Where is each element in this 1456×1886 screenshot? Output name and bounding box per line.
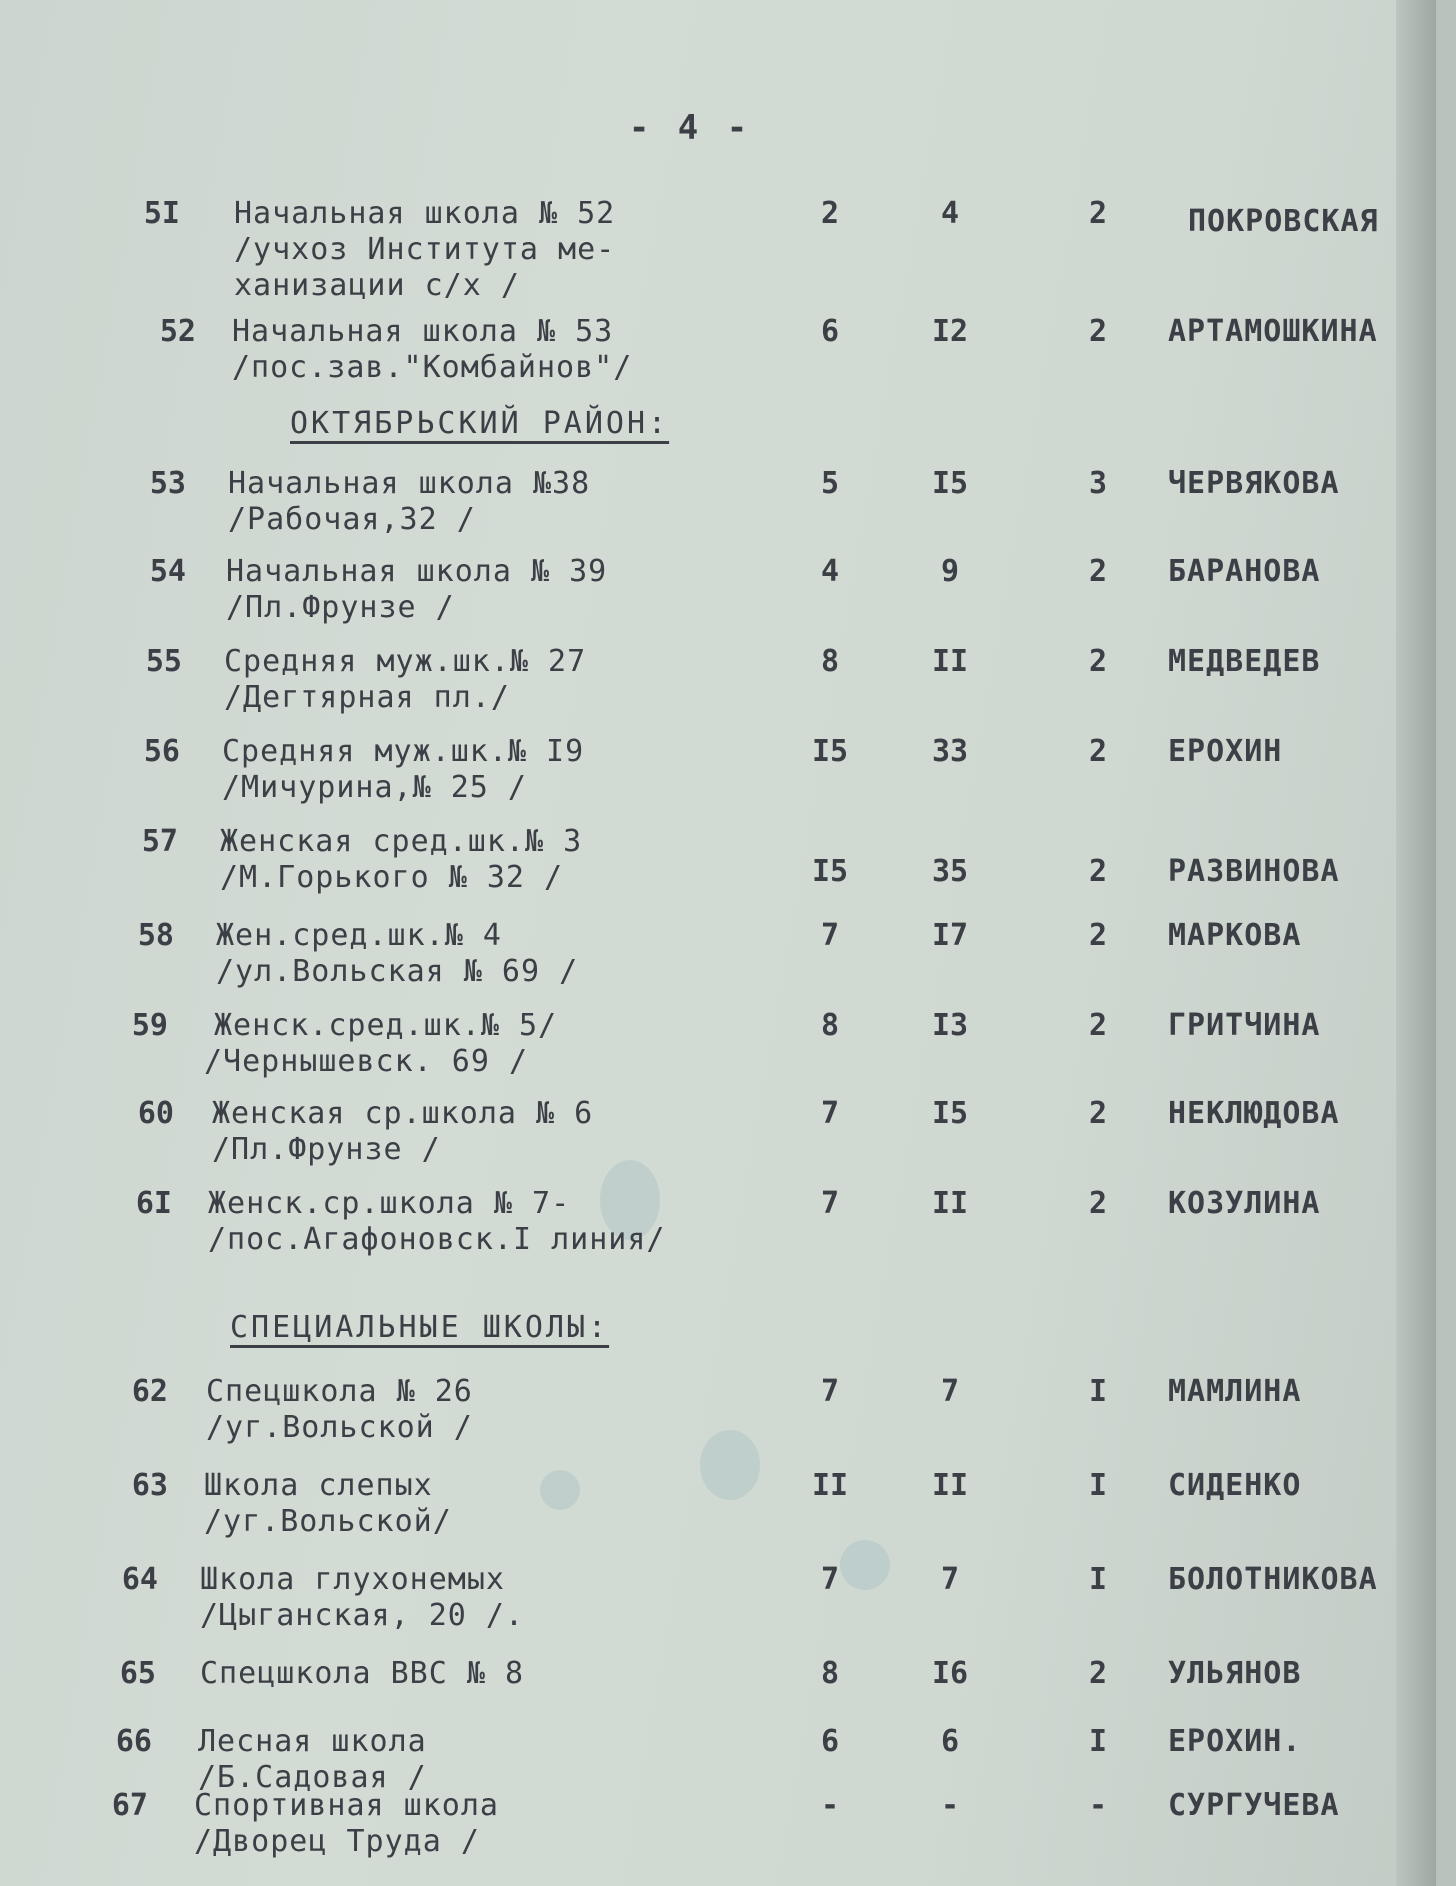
school-address-line: /М.Горького № 32 /: [220, 860, 564, 895]
teacher-name: КОЗУЛИНА: [1168, 1186, 1321, 1221]
school-address-line: /Цыганская, 20 /.: [200, 1598, 525, 1633]
table-row: [0, 1468, 1436, 1558]
school-address-line: /уг.Вольской/: [204, 1504, 452, 1539]
row-number: 65: [119, 1656, 156, 1691]
school-address-line: /пос.зав."Комбайнов"/: [232, 350, 633, 385]
table-row: [0, 1788, 1436, 1878]
table-row: [0, 466, 1436, 556]
row-number: 62: [131, 1374, 168, 1409]
count-col-1: 5: [820, 466, 840, 501]
teacher-name: МАРКОВА: [1168, 918, 1302, 953]
school-name-line: Начальная школа № 52: [234, 196, 616, 231]
row-number: 52: [159, 314, 196, 349]
row-number: 58: [137, 918, 174, 953]
count-col-1: 7: [820, 1096, 840, 1131]
count-col-2: 7: [940, 1374, 960, 1409]
count-col-2: I5: [931, 466, 969, 501]
count-col-1: I5: [811, 734, 849, 769]
row-number: 60: [137, 1096, 174, 1131]
teacher-name: БОЛОТНИКОВА: [1168, 1562, 1378, 1597]
count-col-1: 8: [820, 1008, 840, 1043]
count-col-2: I7: [931, 918, 969, 953]
school-address-line: /учхоз Института ме-: [234, 232, 616, 267]
school-name: [234, 196, 615, 304]
school-name-line: Средняя муж.шк.№ 27: [224, 644, 587, 679]
school-address-line: ханизации с/х /: [234, 268, 520, 303]
count-col-3: 2: [1088, 196, 1108, 231]
school-address-line: /Мичурина,№ 25 /: [222, 770, 527, 805]
teacher-name: ЕРОХИН.: [1168, 1724, 1302, 1759]
count-col-3: 2: [1088, 854, 1108, 889]
table-row: [0, 196, 1436, 303]
school-name-line: Спецшкола ВВС № 8: [200, 1656, 525, 1691]
table-row: [0, 1186, 1436, 1276]
count-col-2: II: [931, 644, 969, 679]
school-name: [204, 1468, 452, 1540]
school-name: [212, 1096, 593, 1168]
school-name-line: Женск.ср.школа № 7-: [208, 1186, 571, 1221]
count-col-1: 7: [820, 1374, 840, 1409]
school-name-line: Школа слепых: [204, 1468, 433, 1503]
count-col-2: I5: [931, 1096, 969, 1131]
count-col-1: 7: [820, 1562, 840, 1597]
count-col-2: 35: [931, 854, 969, 889]
school-name-line: Спецшкола № 26: [206, 1374, 473, 1409]
school-name-line: Начальная школа №38: [228, 466, 591, 501]
school-name: [226, 554, 607, 626]
table-row: [0, 734, 1436, 824]
school-address-line: /Дворец Труда /: [194, 1824, 480, 1859]
row-number: 55: [145, 644, 182, 679]
count-col-1: 7: [820, 918, 840, 953]
count-col-2: II: [931, 1186, 969, 1221]
table-row: [0, 824, 1436, 914]
count-col-1: 6: [820, 1724, 840, 1759]
count-col-3: I: [1088, 1374, 1108, 1409]
count-col-3: 2: [1088, 554, 1108, 589]
school-address-line: /Пл.Фрунзе /: [226, 590, 455, 625]
school-name: [220, 824, 582, 896]
row-number: 66: [115, 1724, 152, 1759]
page-number: - 4 -: [628, 108, 752, 148]
count-col-1: 8: [820, 644, 840, 679]
row-number: 57: [141, 824, 178, 859]
school-address-line: /Дегтярная пл./: [224, 680, 510, 715]
count-col-3: 2: [1088, 1096, 1108, 1131]
school-name-line: Начальная школа № 39: [226, 554, 608, 589]
teacher-name: УЛЬЯНОВ: [1168, 1656, 1302, 1691]
row-number: 5I: [143, 196, 180, 231]
table-row: [0, 1008, 1436, 1098]
school-name: [232, 314, 632, 386]
count-col-3: 3: [1088, 466, 1108, 501]
table-row: [0, 1096, 1436, 1186]
row-number: 63: [131, 1468, 168, 1503]
count-col-2: I2: [931, 314, 969, 349]
count-col-2: 6: [940, 1724, 960, 1759]
count-col-1: II: [811, 1468, 849, 1503]
school-name-line: Жен.сред.шк.№ 4: [216, 918, 502, 953]
teacher-name: АРТАМОШКИНА: [1168, 314, 1378, 349]
school-name-line: Лесная школа: [198, 1724, 427, 1759]
count-col-1: -: [820, 1788, 840, 1823]
count-col-3: 2: [1088, 314, 1108, 349]
school-address-line: /Чернышевск. 69 /: [204, 1044, 529, 1079]
teacher-name: РАЗВИНОВА: [1168, 854, 1340, 889]
row-number: 56: [143, 734, 180, 769]
school-name: [228, 466, 590, 538]
teacher-name: ЕРОХИН: [1168, 734, 1283, 769]
teacher-name: БАРАНОВА: [1168, 554, 1321, 589]
count-col-2: I3: [931, 1008, 969, 1043]
teacher-name: МАМЛИНА: [1168, 1374, 1302, 1409]
school-name-line: Средняя муж.шк.№ I9: [222, 734, 585, 769]
count-col-3: 2: [1088, 734, 1108, 769]
table-row: [0, 314, 1436, 404]
school-address-line: /Б.Садовая /: [198, 1760, 427, 1795]
school-name-line: Спортивная школа: [194, 1788, 499, 1823]
count-col-3: I: [1088, 1562, 1108, 1597]
school-name: [208, 1186, 665, 1258]
row-number: 59: [131, 1008, 168, 1043]
count-col-1: I5: [811, 854, 849, 889]
school-name-line: Женск.сред.шк.№ 5/: [214, 1008, 558, 1043]
count-col-1: 4: [820, 554, 840, 589]
count-col-3: 2: [1088, 644, 1108, 679]
row-number: 67: [111, 1788, 148, 1823]
count-col-1: 2: [820, 196, 840, 231]
count-col-2: 33: [931, 734, 969, 769]
school-address-line: /Рабочая,32 /: [228, 502, 476, 537]
school-name-line: Женская ср.школа № 6: [212, 1096, 594, 1131]
count-col-2: 9: [940, 554, 960, 589]
teacher-name: НЕКЛЮДОВА: [1168, 1096, 1340, 1131]
count-col-1: 8: [820, 1656, 840, 1691]
row-number: 6I: [135, 1186, 172, 1221]
school-name: [216, 918, 578, 990]
table-row: [0, 554, 1436, 644]
school-name: [194, 1788, 499, 1860]
count-col-3: 2: [1088, 918, 1108, 953]
school-name: [206, 1374, 473, 1446]
row-number: 54: [149, 554, 186, 589]
count-col-2: -: [940, 1788, 960, 1823]
count-col-3: I: [1088, 1724, 1108, 1759]
school-address-line: /Пл.Фрунзе /: [212, 1132, 441, 1167]
section-heading-special: СПЕЦИАЛЬНЫЕ ШКОЛЫ:: [230, 1310, 610, 1345]
school-name: [200, 1562, 524, 1634]
teacher-name: СИДЕНКО: [1168, 1468, 1302, 1503]
page-edge: [1396, 0, 1436, 1886]
table-row: [0, 644, 1436, 734]
teacher-name: ГРИТЧИНА: [1168, 1008, 1321, 1043]
school-name: [200, 1656, 524, 1692]
school-address-line: /пос.Агафоновск.I линия/: [208, 1222, 666, 1257]
row-number: 53: [149, 466, 186, 501]
school-name-line: Начальная школа № 53: [232, 314, 614, 349]
school-name: [204, 1008, 557, 1080]
count-col-2: I6: [931, 1656, 969, 1691]
count-col-3: 2: [1088, 1008, 1108, 1043]
school-name-line: Женская сред.шк.№ 3: [220, 824, 583, 859]
table-row: [0, 918, 1436, 1008]
teacher-name: СУРГУЧЕВА: [1168, 1788, 1340, 1823]
section-heading-oktyabrsky: ОКТЯБРЬСКИЙ РАЙОН:: [290, 406, 670, 441]
teacher-name: ЧЕРВЯКОВА: [1168, 466, 1340, 501]
count-col-3: 2: [1088, 1186, 1108, 1221]
count-col-1: 7: [820, 1186, 840, 1221]
table-row: [0, 1562, 1436, 1652]
count-col-2: 4: [940, 196, 960, 231]
school-name: [224, 644, 586, 716]
school-address-line: /ул.Вольская № 69 /: [216, 954, 579, 989]
count-col-3: 2: [1088, 1656, 1108, 1691]
teacher-name: МЕДВЕДЕВ: [1168, 644, 1321, 679]
teacher-name: ПОКРОВСКАЯ: [1188, 204, 1379, 239]
count-col-2: 7: [940, 1562, 960, 1597]
school-name: [222, 734, 584, 806]
table-row: [0, 1374, 1436, 1464]
count-col-2: II: [931, 1468, 969, 1503]
school-address-line: /уг.Вольской /: [206, 1410, 473, 1445]
count-col-1: 6: [820, 314, 840, 349]
count-col-3: -: [1088, 1788, 1108, 1823]
school-name: [198, 1724, 427, 1796]
row-number: 64: [121, 1562, 158, 1597]
school-name-line: Школа глухонемых: [200, 1562, 505, 1597]
count-col-3: I: [1088, 1468, 1108, 1503]
